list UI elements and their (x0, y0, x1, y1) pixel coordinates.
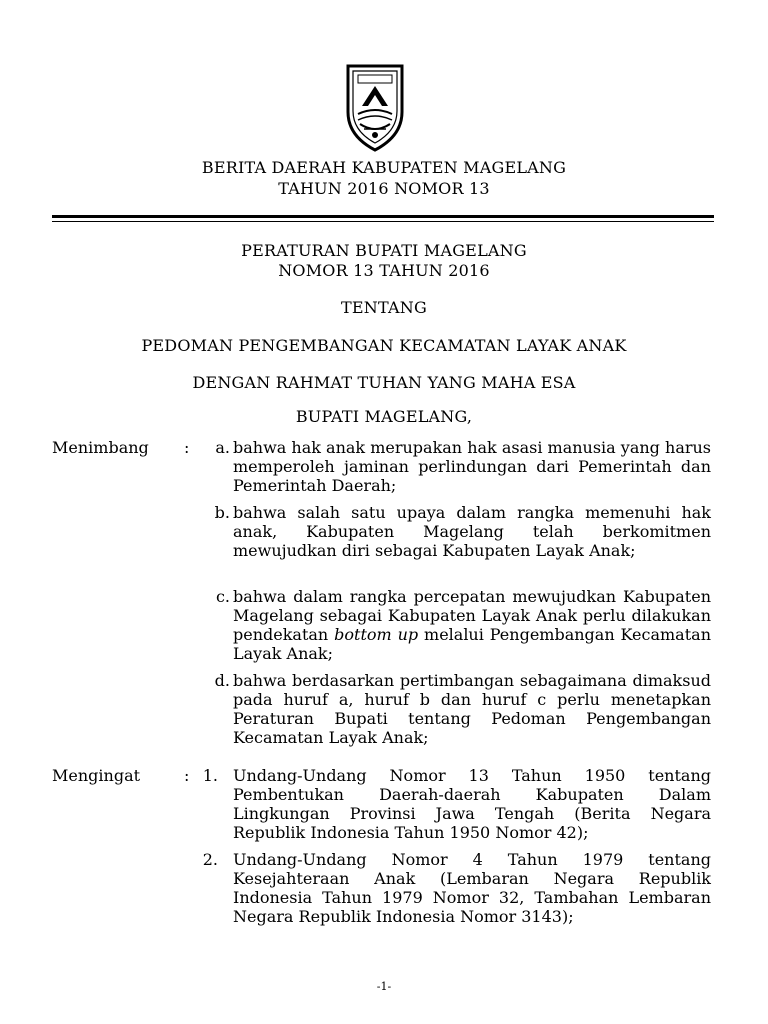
recalling-marker-2: 2. (202, 850, 218, 869)
header-divider-thin (52, 221, 714, 222)
kabupaten-magelang-emblem-icon (344, 62, 406, 152)
recalling-item-1: Undang-Undang Nomor 13 Tahun 1950 tentang Pembentukan Daerah-daerah Kabupaten Dalam Lingkungan Provinsi Jawa Tengah (Berita Negara Republik Indonesia Tahun 1950 Nomor 42); (233, 766, 711, 842)
gazette-title-line2: TAHUN 2016 NOMOR 13 (278, 179, 490, 198)
recalling-colon: : (184, 766, 190, 785)
regulation-issuer: BUPATI MAGELANG, (295, 407, 473, 426)
recalling-marker-1: 1. (202, 766, 218, 785)
page-number: -1- (376, 980, 392, 993)
regulation-subject: PEDOMAN PENGEMBANGAN KECAMATAN LAYAK ANAK (141, 336, 627, 355)
considering-item-c (233, 587, 711, 663)
recalling-item-2: Undang-Undang Nomor 4 Tahun 1979 tentang Kesejahteraan Anak (Lembaran Negara Republik Indonesia Tahun 1979 Nomor 32, Tambahan Lembaran Negara Republik Indonesia Nomor 3143); (233, 850, 711, 926)
regulation-title-line2: NOMOR 13 TAHUN 2016 (278, 261, 490, 280)
gazette-title-line1: BERITA DAERAH KABUPATEN MAGELANG (201, 158, 567, 177)
considering-marker-b: b. (214, 503, 230, 522)
considering-marker-d: d. (214, 671, 230, 690)
considering-label: Menimbang (52, 438, 149, 457)
considering-item-c-italic: bottom up (334, 625, 419, 644)
considering-item-d: bahwa berdasarkan pertimbangan sebagaimana dimaksud pada huruf a, huruf b dan huruf c perlu menetapkan Peraturan Bupati tentang Pedoman Pengembangan Kecamatan Layak Anak; (233, 671, 711, 747)
considering-item-a: bahwa hak anak merupakan hak asasi manusia yang harus memperoleh jaminan perlindungan dari Pemerintah dan Pemerintah Daerah; (233, 438, 712, 495)
regulation-invocation: DENGAN RAHMAT TUHAN YANG MAHA ESA (192, 373, 576, 392)
considering-item-c-text-end: melalui Pengembangan Kecamatan Layak Anak; (233, 625, 711, 663)
considering-colon: : (184, 438, 190, 457)
considering-marker-c: c. (215, 587, 230, 606)
considering-item-c-text: bahwa dalam rangka percepatan mewujudkan Kabupaten Magelang sebagai Kabupaten Layak Anak perlu dilakukan pendekatan (233, 587, 711, 644)
header-divider-thick (52, 215, 714, 218)
considering-marker-a: a. (215, 438, 230, 457)
recalling-label: Mengingat (52, 766, 141, 785)
regulation-about: TENTANG (341, 298, 427, 317)
considering-item-b: bahwa salah satu upaya dalam rangka memenuhi hak anak, Kabupaten Magelang telah berkomitmen mewujudkan diri sebagai Kabupaten Layak Anak; (233, 503, 711, 560)
regulation-title-line1: PERATURAN BUPATI MAGELANG (241, 241, 527, 260)
